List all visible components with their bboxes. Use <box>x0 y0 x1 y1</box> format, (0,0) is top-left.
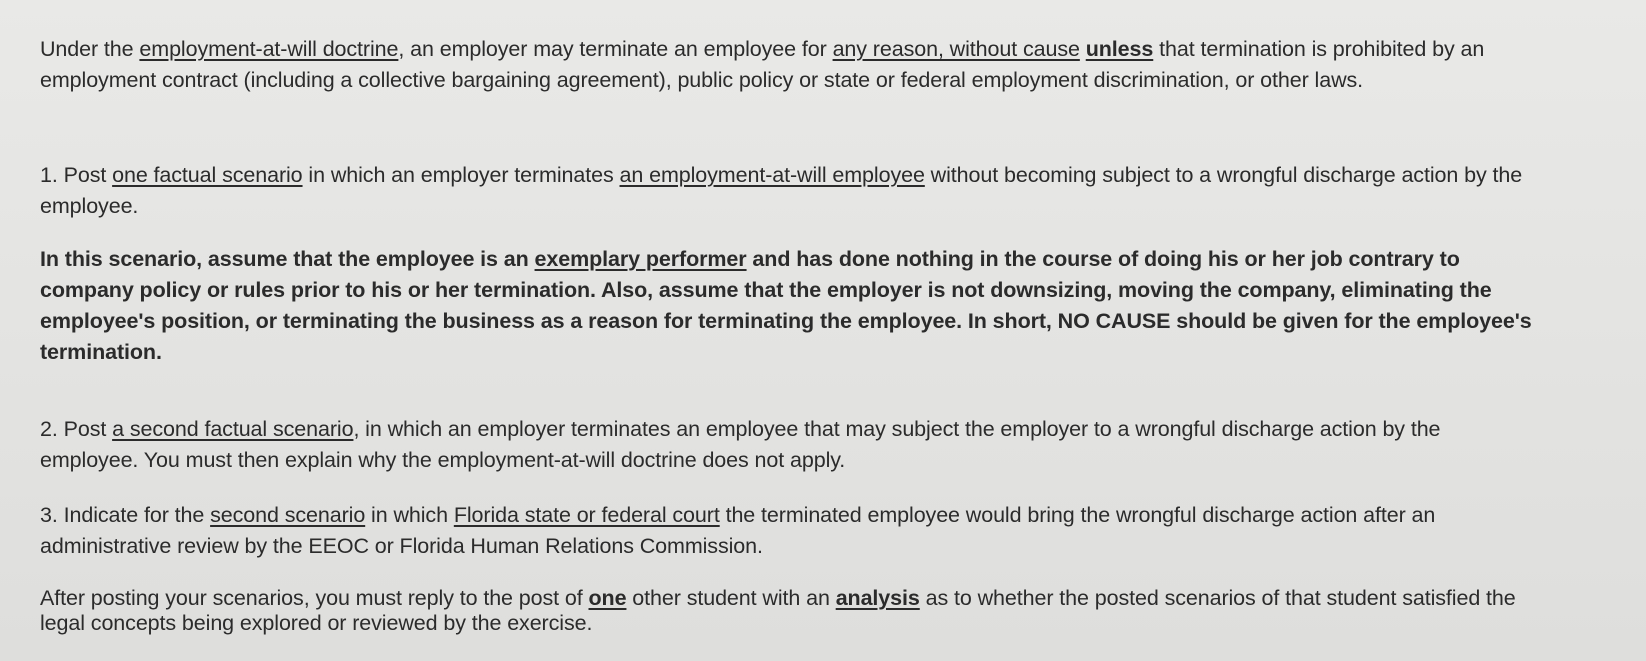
term-florida-court: Florida state or federal court <box>453 503 720 527</box>
item-text: without becoming subject to a wrongful discharge action by the employee. <box>40 163 1523 218</box>
item-text: in which <box>365 503 454 527</box>
term-unless: unless <box>1085 37 1154 61</box>
term-any-reason: any reason, without cause <box>832 37 1080 61</box>
item-text: , in which an employer terminates an employee that may subject the employer to a wrongful discharge action by the employee. You must then explain why the employment-at-will doctrine does not apply. <box>40 417 1441 472</box>
intro-text: Under the <box>40 37 140 61</box>
instruction-item-2 <box>40 414 1540 476</box>
reply-text: as to whether the posted scenarios of that student satisfied the legal concepts being explored or reviewed by the exercise. <box>40 586 1516 635</box>
item-text: 2. Post <box>40 417 113 441</box>
term-one-factual-scenario: one factual scenario <box>112 163 303 187</box>
item-text: in which an employer terminates <box>302 163 620 187</box>
item-text: 1. Post <box>40 163 113 187</box>
term-second-factual-scenario: a second factual scenario <box>112 417 354 441</box>
intro-text: that termination is prohibited by an employment contract (including a collective bargaining agreement), public policy or state or federal employment discrimination, or other laws. <box>40 37 1485 92</box>
item-text: the terminated employee would bring the wrongful discharge action after an administrative review by the EEOC or Florida Human Relations Commission. <box>40 503 1436 558</box>
instruction-item-1 <box>40 160 1560 222</box>
instruction-item-3 <box>40 500 1520 562</box>
reply-text: other student with an <box>626 586 836 610</box>
term-employment-at-will-employee: an employment-at-will employee <box>619 163 925 187</box>
term-one: one <box>588 586 627 610</box>
term-second-scenario: second scenario <box>210 503 366 527</box>
assumption-text: and has done nothing in the course of doing his or her job contrary to company policy or rules prior to his or her termination. Also, assume that the employer is not downsizing, moving the company, eliminating the employee's position, or terminating the business as a reason for terminating the employee. In short, NO CAUSE should be given for the employee's termination. <box>40 247 1532 364</box>
intro-text: , an employer may terminate an employee for <box>398 37 833 61</box>
term-analysis: analysis <box>835 586 920 610</box>
reply-paragraph <box>40 586 1540 636</box>
assumption-paragraph <box>40 244 1540 368</box>
term-exemplary-performer: exemplary performer <box>534 247 747 271</box>
item-text: 3. Indicate for the <box>40 503 211 527</box>
intro-paragraph <box>40 34 1520 96</box>
reply-text: After posting your scenarios, you must reply to the post of <box>40 586 589 610</box>
assumption-text: In this scenario, assume that the employee is an <box>40 247 535 271</box>
term-employment-at-will-doctrine: employment-at-will doctrine <box>139 37 399 61</box>
